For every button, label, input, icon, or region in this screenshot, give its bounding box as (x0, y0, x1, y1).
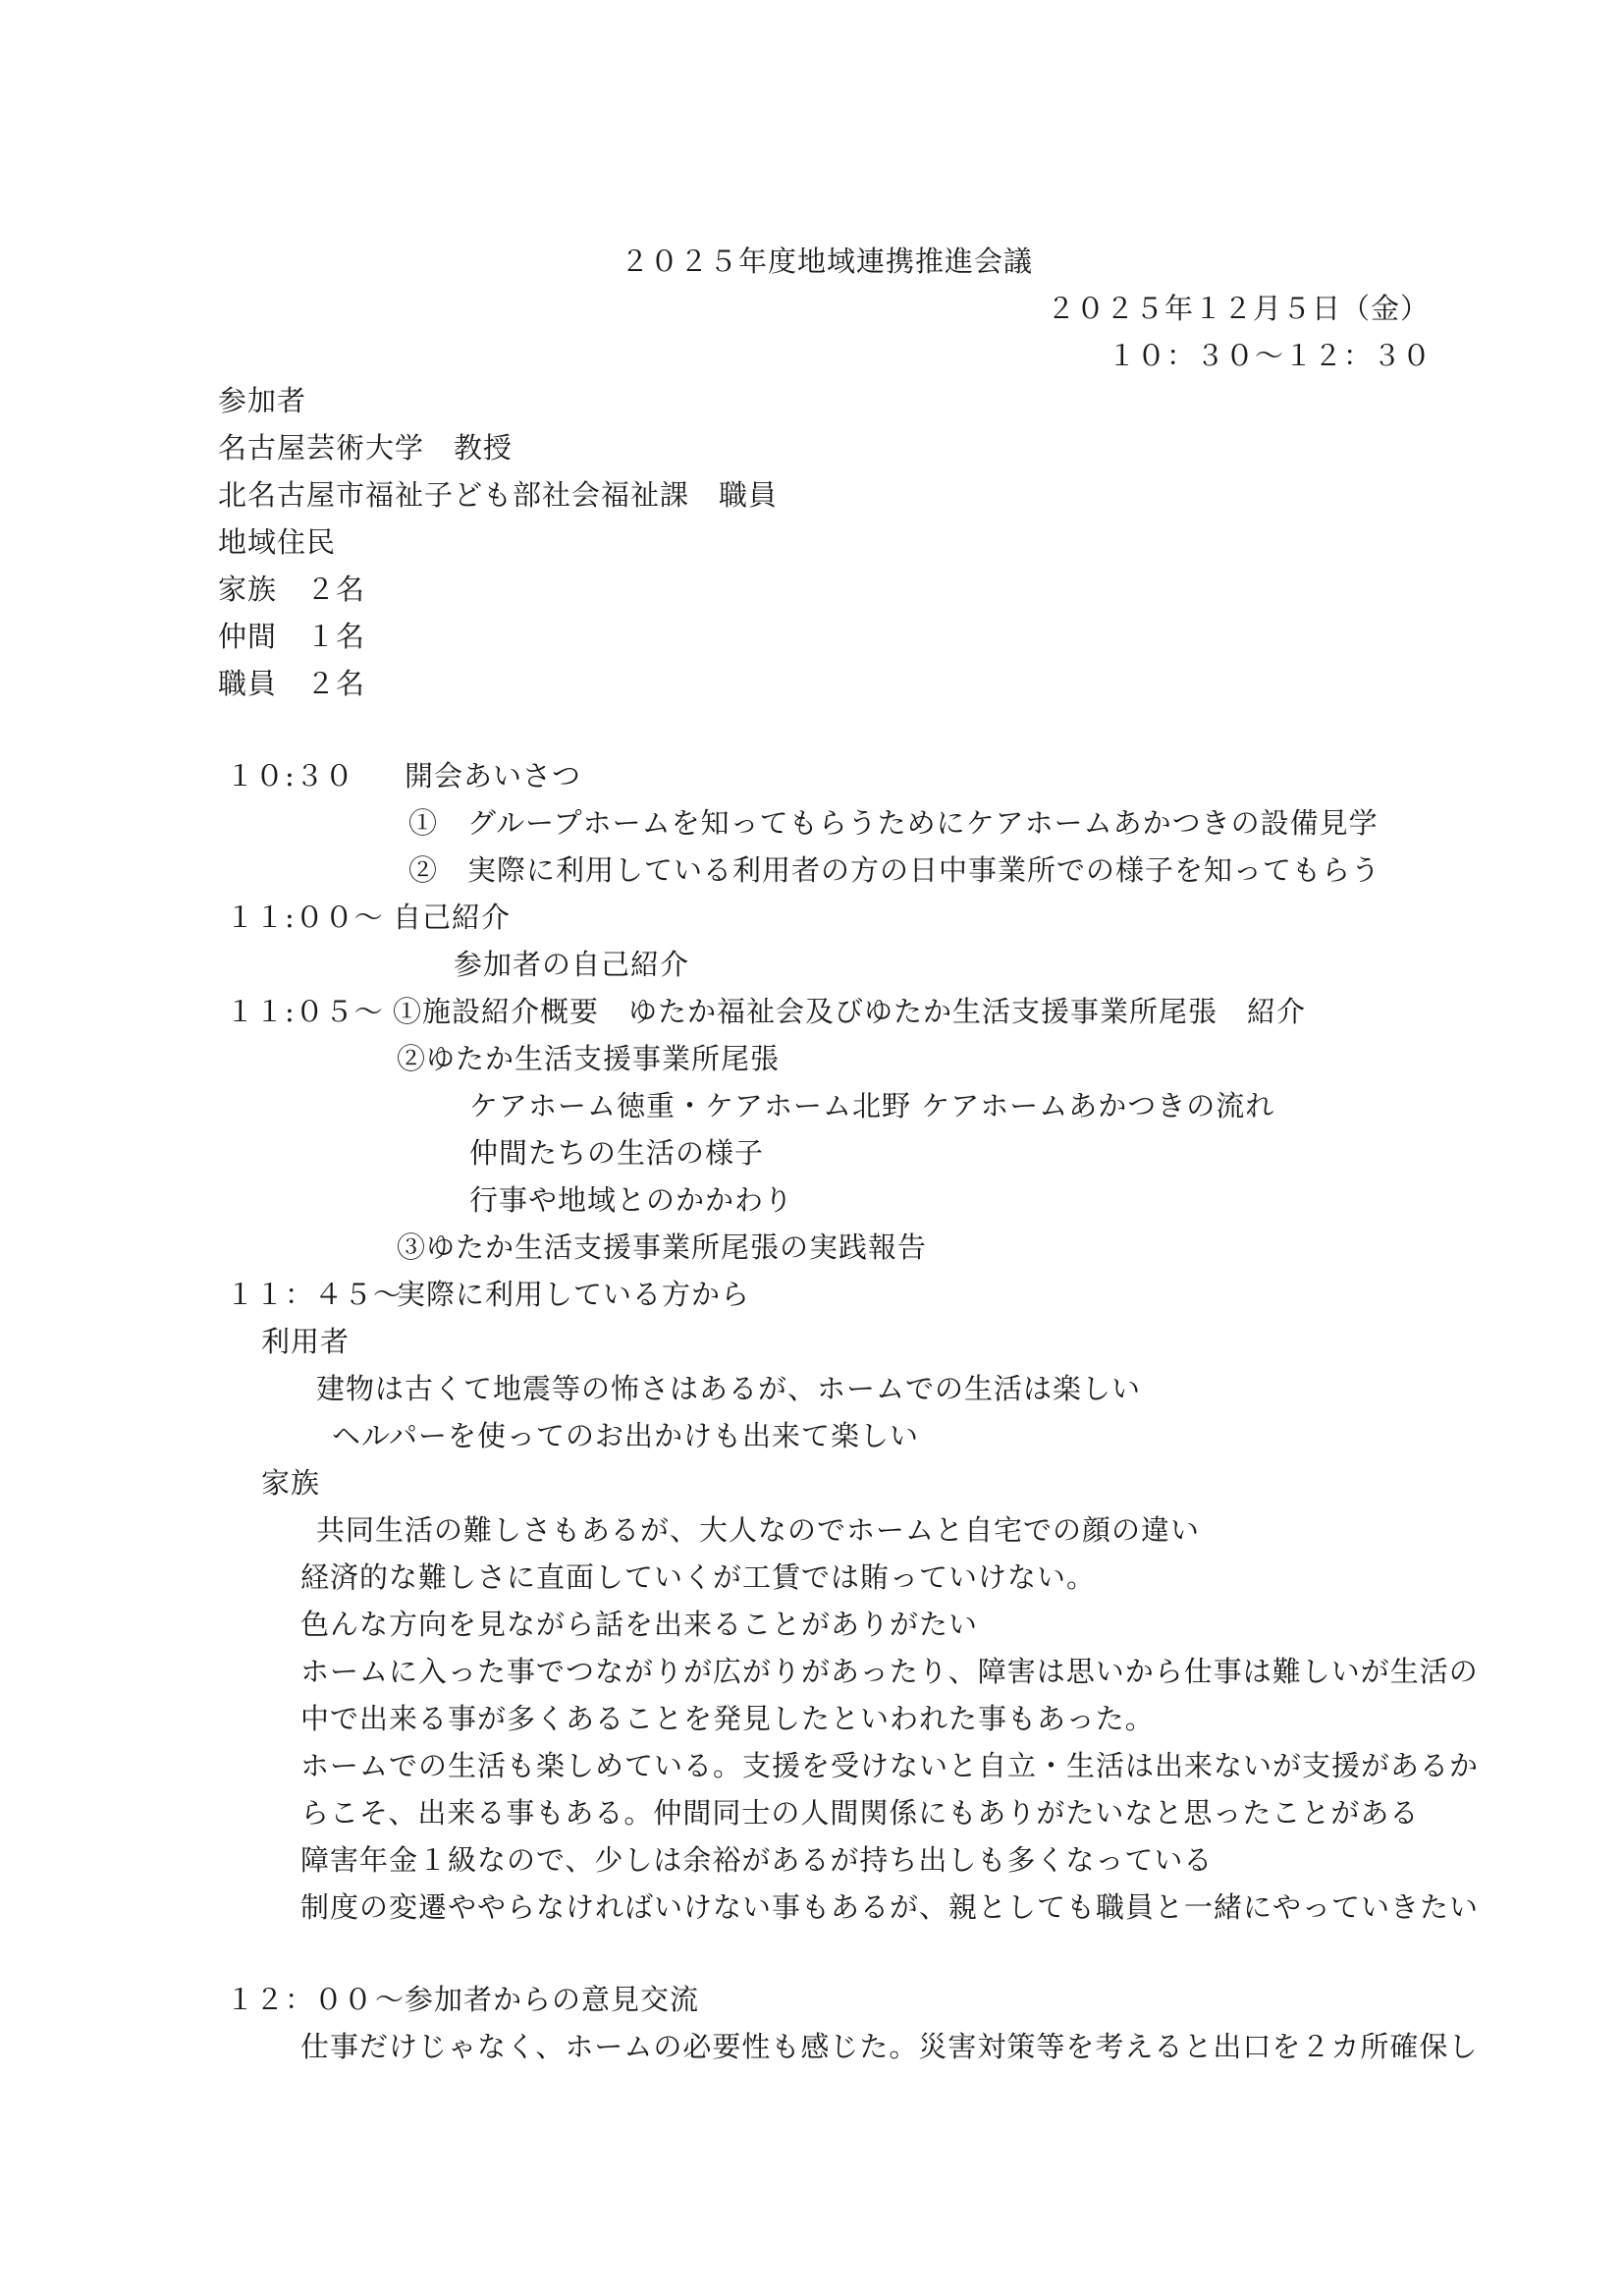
agenda-title: 開会あいさつ (405, 759, 582, 793)
agenda-time: １１:０５～ (226, 995, 384, 1028)
participant-item: 仲間 １名 (218, 620, 366, 653)
agenda-item: ③ゆたか生活支援事業所尾張の実践報告 (397, 1230, 928, 1264)
participant-item: 地域住民 (218, 525, 337, 559)
agenda-time: １１:００～ (226, 901, 384, 934)
agenda-subitem: ケアホーム徳重・ケアホーム北野 ケアホームあかつきの流れ (469, 1089, 1275, 1122)
agenda-time: １０:３０ (226, 759, 354, 793)
agenda-title: ①施設紹介概要 ゆたか福祉会及びゆたか生活支援事業所尾張 紹介 (393, 995, 1307, 1028)
meeting-time: １０：３０～１２：３０ (1108, 339, 1433, 372)
document-title: ２０２５年度地域連携推進会議 (621, 245, 1034, 278)
comment-line: 中で出来る事が多くあることを発見したといわれた事もあった。 (300, 1702, 1155, 1735)
comment-line: 色んな方向を見ながら話を出来ることがありがたい (300, 1608, 979, 1641)
comment-line: 制度の変遷ややらなければいけない事もあるが、親としても職員と一緒にやっていきたい (300, 1890, 1480, 1924)
agenda-item: ② 実際に利用している利用者の方の日中事業所での様子を知ってもらう (408, 853, 1381, 887)
agenda-subitem: 行事や地域とのかかわり (469, 1183, 794, 1217)
comment-line: ヘルパーを使ってのお出かけも出来て楽しい (332, 1419, 919, 1452)
agenda-item: ②ゆたか生活支援事業所尾張 (397, 1042, 781, 1075)
meeting-date: ２０２５年１２月５日（金） (1047, 292, 1431, 325)
comment-line: 建物は古くて地震等の怖さはあるが、ホームでの生活は楽しい (316, 1372, 1142, 1405)
agenda-time: １２：００ (226, 1983, 374, 2016)
comment-line: ホームに入った事でつながりが広がりがあったり、障害は思いから仕事は難しいが生活の (300, 1655, 1479, 1688)
agenda-title: ～参加者からの意見交流 (375, 1983, 700, 2016)
comment-line: 経済的な難しさに直面していくが工賃では賄っていけない。 (300, 1560, 1097, 1594)
participant-item: 職員 ２名 (218, 667, 366, 700)
comment-line: 仕事だけじゃなく、ホームの必要性も感じた。災害対策等を考えると出口を２カ所確保し (300, 2030, 1479, 2063)
agenda-item: 参加者の自己紹介 (454, 948, 690, 981)
agenda-time: １１：４５～ (226, 1278, 404, 1311)
comment-line: ホームでの生活も楽しめている。支援を受けないと自立・生活は出来ないが支援があるか (300, 1749, 1480, 1782)
agenda-subitem: 仲間たちの生活の様子 (469, 1136, 765, 1170)
participant-item: 北名古屋市福祉子ども部社会福祉課 職員 (218, 478, 779, 512)
agenda-item: ① グループホームを知ってもらうためにケアホームあかつきの設備見学 (408, 806, 1379, 840)
comment-line: らこそ、出来る事もある。仲間同士の人間関係にもありがたいなと思ったことがある (300, 1796, 1420, 1830)
speaker-label: 家族 (261, 1466, 321, 1500)
participant-item: 名古屋芸術大学 教授 (218, 431, 514, 465)
agenda-title: 自己紹介 (393, 901, 512, 934)
participants-heading: 参加者 (218, 384, 307, 417)
agenda-title: 実際に利用している方から (397, 1278, 751, 1311)
participant-item: 家族 ２名 (218, 573, 366, 606)
speaker-label: 利用者 (261, 1325, 351, 1358)
comment-line: 共同生活の難しさもあるが、大人なのでホームと自宅での顔の違い (316, 1513, 1201, 1547)
comment-line: 障害年金１級なので、少しは余裕があるが持ち出しも多くなっている (300, 1843, 1214, 1877)
